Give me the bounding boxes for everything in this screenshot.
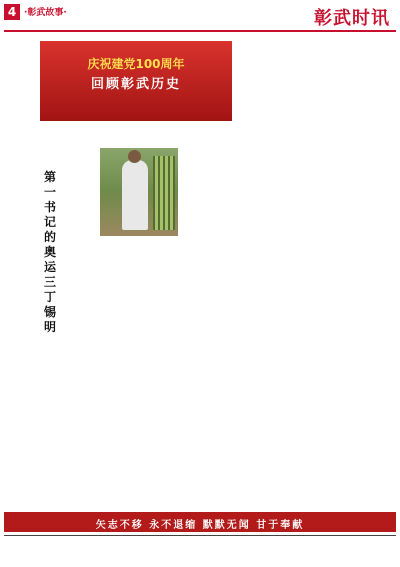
bottom-rule [4, 535, 396, 536]
article-photo [100, 148, 178, 236]
footer-slogan: 矢志不移 永不退缩 默默无闻 甘于奉献 [95, 520, 305, 531]
anniversary-banner [40, 41, 232, 121]
person-head [128, 150, 141, 163]
article-headline: 第一书记的奥运三丁锡明 [44, 170, 57, 334]
banner-title: 庆祝建党100周年 [87, 57, 185, 71]
footer-banner [4, 512, 396, 532]
corn-stalks [153, 156, 175, 230]
top-rule [4, 30, 396, 32]
page-number: 4 [4, 4, 20, 20]
person-figure [122, 160, 148, 230]
banner-subtitle: 回顾彰武历史 [90, 77, 181, 92]
column-name: ·彰武故事· [24, 8, 67, 18]
masthead: 彰武时讯 [314, 8, 390, 29]
